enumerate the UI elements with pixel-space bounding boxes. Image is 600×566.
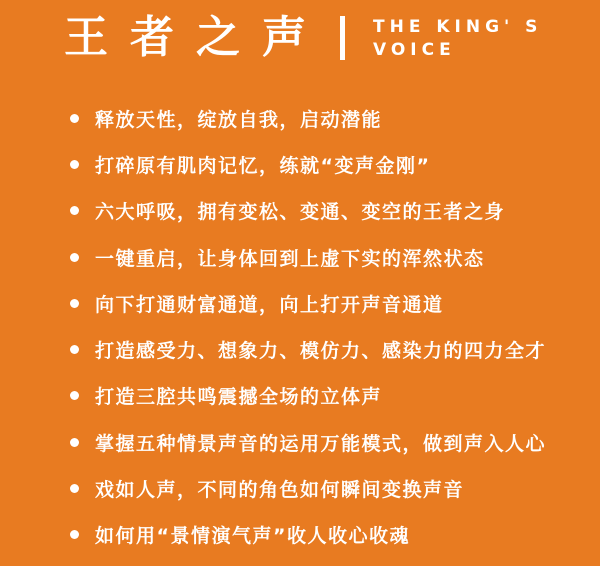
list-item-text: 掌握五种情景声音的运用万能模式，做到声入人心 bbox=[95, 432, 547, 455]
bullet-dot-icon bbox=[70, 530, 79, 539]
list-item-text: 打造感受力、想象力、模仿力、感染力的四力全才 bbox=[95, 340, 547, 363]
title-english-line1: THE KING' S bbox=[373, 17, 543, 37]
list-item bbox=[70, 373, 590, 419]
list-item bbox=[70, 465, 590, 511]
bullet-dot-icon bbox=[70, 345, 79, 354]
list-item bbox=[70, 326, 590, 372]
feature-list bbox=[0, 86, 600, 558]
list-item bbox=[70, 512, 590, 558]
title-english bbox=[373, 16, 542, 62]
list-item bbox=[70, 188, 590, 234]
list-item bbox=[70, 95, 590, 141]
list-item-text: 打碎原有肌肉记忆，练就“变声金刚” bbox=[95, 154, 431, 177]
title-divider bbox=[340, 16, 345, 60]
list-item-text: 六大呼吸，拥有变松、变通、变空的王者之身 bbox=[95, 201, 506, 224]
list-item-text: 向下打通财富通道，向上打开声音通道 bbox=[95, 293, 444, 316]
bullet-dot-icon bbox=[70, 114, 79, 123]
title-english-line2: VOICE bbox=[373, 40, 456, 60]
bullet-dot-icon bbox=[70, 391, 79, 400]
page-title: 王者之声 bbox=[64, 12, 328, 63]
list-item bbox=[70, 234, 590, 280]
list-item bbox=[70, 280, 590, 326]
list-item bbox=[70, 141, 590, 187]
bullet-dot-icon bbox=[70, 253, 79, 262]
bullet-dot-icon bbox=[70, 484, 79, 493]
list-item bbox=[70, 419, 590, 465]
list-item-text: 戏如人声，不同的角色如何瞬间变换声音 bbox=[95, 479, 465, 502]
bullet-dot-icon bbox=[70, 299, 79, 308]
list-item-text: 释放天性，绽放自我，启动潜能 bbox=[95, 108, 383, 131]
list-item-text: 如何用“景情演气声”收人收心收魂 bbox=[95, 525, 410, 548]
list-item-text: 一键重启，让身体回到上虚下实的浑然状态 bbox=[95, 247, 485, 270]
bullet-dot-icon bbox=[70, 206, 79, 215]
header bbox=[0, 0, 600, 86]
bullet-dot-icon bbox=[70, 160, 79, 169]
list-item-text: 打造三腔共鸣震撼全场的立体声 bbox=[95, 386, 383, 409]
bullet-dot-icon bbox=[70, 438, 79, 447]
